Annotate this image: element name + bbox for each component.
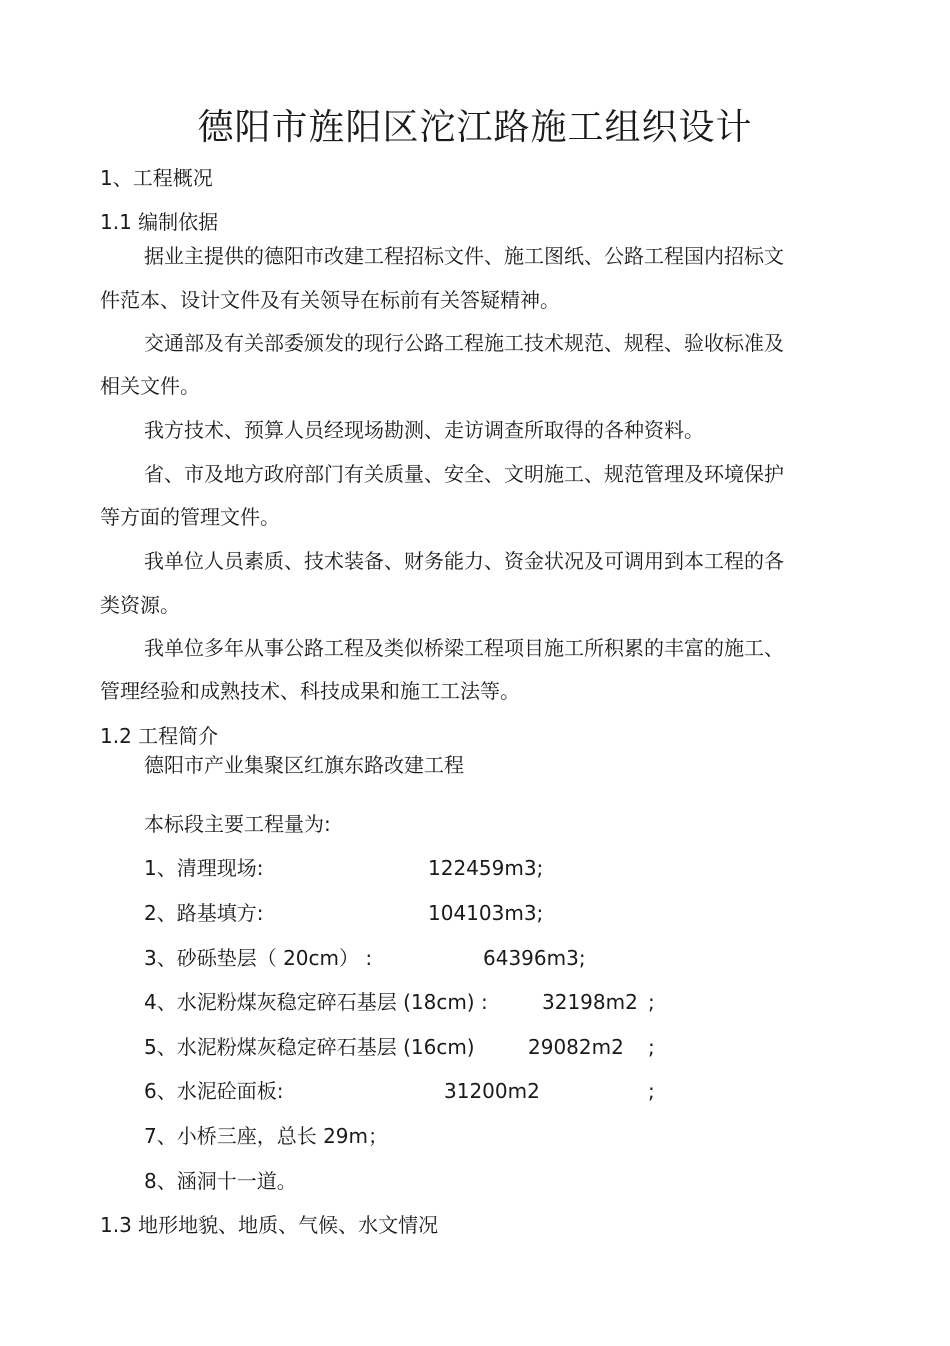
quantity-item-label: 7、小桥三座，总长 29m； — [144, 1124, 389, 1148]
quantity-item-label: 8、涵洞十一道。 — [144, 1169, 297, 1193]
paragraph-line: 管理经验和成熟技术、科技成果和施工工法等。 — [100, 679, 520, 703]
section-heading-1-3: 1.3 地形地貌、地质、气候、水文情况 — [100, 1213, 439, 1237]
paragraph-line: 我方技术、预算人员经现场勘测、走访调查所取得的各种资料。 — [144, 418, 704, 442]
quantity-item-label: 1、清理现场: — [144, 856, 264, 880]
paragraph-line: 交通部及有关部委颁发的现行公路工程施工技术规范、规程、验收标准及 — [144, 331, 784, 355]
paragraph-line: 据业主提供的德阳市改建工程招标文件、施工图纸、公路工程国内招标文 — [144, 244, 784, 268]
quantity-item-semicolon: ; — [648, 1079, 655, 1103]
quantity-item-label: 2、路基填方: — [144, 901, 264, 925]
paragraph-line: 我单位人员素质、技术装备、财务能力、资金状况及可调用到本工程的各 — [144, 549, 784, 573]
section-heading-1-1: 1.1 编制依据 — [100, 210, 219, 234]
paragraph-line: 件范本、设计文件及有关领导在标前有关答疑精神。 — [100, 288, 560, 312]
quantity-item-semicolon: ; — [648, 1035, 655, 1059]
paragraph-line: 省、市及地方政府部门有关质量、安全、文明施工、规范管理及环境保护 — [144, 462, 784, 486]
paragraph-line: 类资源。 — [100, 593, 180, 617]
quantity-intro: 本标段主要工程量为: — [144, 812, 331, 836]
quantity-item-semicolon: ; — [648, 990, 655, 1014]
paragraph-line: 等方面的管理文件。 — [100, 505, 280, 529]
quantity-item-label: 4、水泥粉煤灰稳定碎石基层 (18cm) : — [144, 990, 488, 1014]
quantity-item-value: 31200m2 — [444, 1079, 540, 1103]
quantity-item-value: 104103m3; — [428, 901, 544, 925]
quantity-item-label: 5、水泥粉煤灰稳定碎石基层 (16cm) — [144, 1035, 475, 1059]
quantity-item-value: 29082m2 — [528, 1035, 624, 1059]
quantity-item-value: 64396m3; — [483, 946, 586, 970]
paragraph-line: 相关文件。 — [100, 374, 200, 398]
quantity-item-label: 6、水泥砼面板: — [144, 1079, 284, 1103]
quantity-item-value: 32198m2 — [542, 990, 638, 1014]
section-heading-1: 1、工程概况 — [100, 166, 213, 190]
paragraph-line: 我单位多年从事公路工程及类似桥梁工程项目施工所积累的丰富的施工、 — [144, 636, 784, 660]
project-name: 德阳市产业集聚区红旗东路改建工程 — [144, 753, 464, 777]
section-heading-1-2: 1.2 工程简介 — [100, 724, 219, 748]
quantity-item-value: 122459m3; — [428, 856, 544, 880]
document-title: 德阳市旌阳区沱江路施工组织设计 — [197, 107, 753, 148]
quantity-item-label: 3、砂砾垫层（ 20cm） : — [144, 946, 373, 970]
